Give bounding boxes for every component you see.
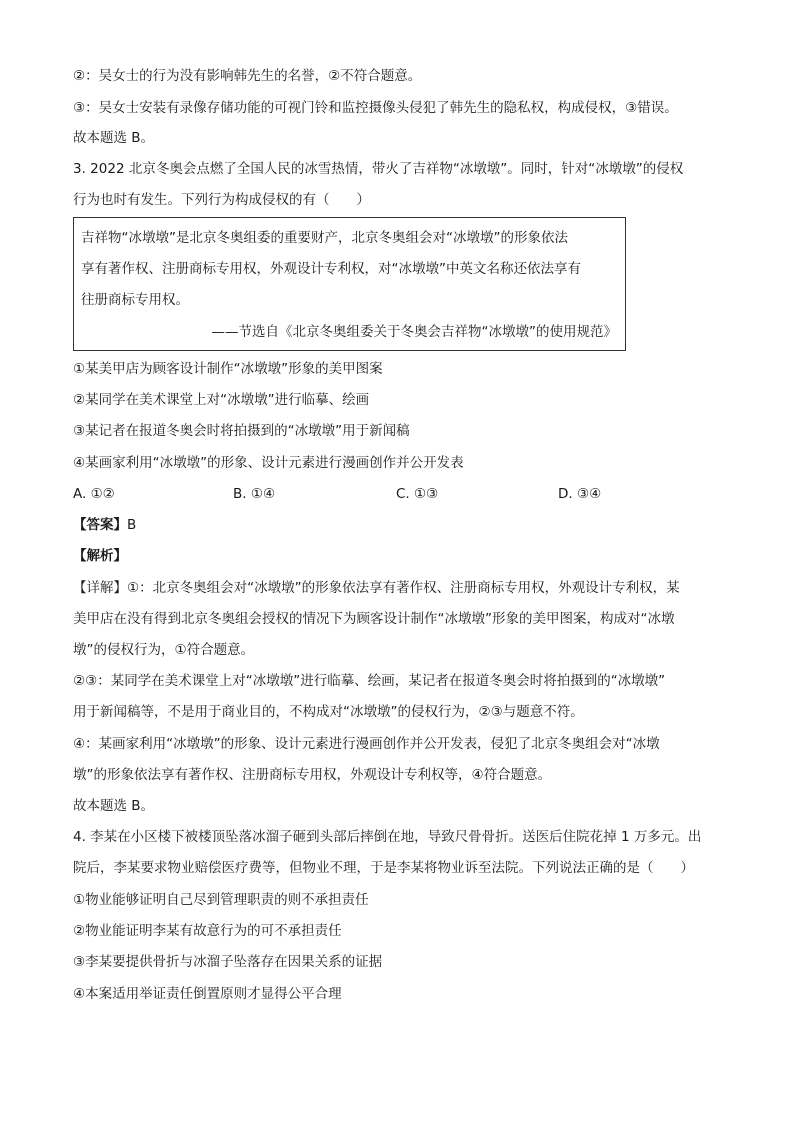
option-b: B. ①④ [233, 486, 276, 502]
quote-text: 吉祥物“冰墩墩”是北京冬奥组委的重要财产，北京冬奥组会对“冰墩墩”的形象依法 [81, 230, 568, 246]
quote-text: 享有著作权、注册商标专用权，外观设计专利权，对“冰墩墩”中英文名称还依法享有 [81, 261, 581, 277]
detail-text: 墩”的形象依法享有著作权、注册商标专用权，外观设计专利权等，④符合题意。 [73, 767, 552, 783]
quote-text: 往册商标专用权。 [81, 292, 189, 308]
answer-value: B [127, 517, 137, 533]
question-item: ②物业能证明李某有故意行为的可不承担责任 [73, 923, 342, 939]
question-item: ②某同学在美术课堂上对“冰墩墩”进行临摹、绘画 [73, 392, 370, 408]
detail-text: 【详解】①：北京冬奥组会对“冰墩墩”的形象依法享有著作权、注册商标专用权，外观设计专利权，某 [73, 580, 680, 596]
text-line: 故本题选 B。 [73, 130, 155, 146]
detail-text: ②③：某同学在美术课堂上对“冰墩墩”进行临摹、绘画，某记者在报道冬奥会时将拍摄到的“冰墩墩” [73, 673, 666, 689]
quote-source: ——节选自《北京冬奥组委关于冬奥会吉祥物“冰墩墩”的使用规范》 [211, 324, 617, 340]
option-c: C. ①③ [396, 486, 439, 502]
option-a: A. ①② [73, 486, 115, 502]
question-4-stem: 院后，李某要求物业赔偿医疗费等，但物业不理，于是李某将物业诉至法院。下列说法正确的是（ ） [73, 860, 694, 876]
question-item: ③某记者在报道冬奥会时将拍摄到的“冰墩墩”用于新闻稿 [73, 423, 410, 439]
question-item: ④某画家利用“冰墩墩”的形象、设计元素进行漫画创作并公开发表 [73, 455, 464, 471]
detail-text: 美甲店在没有得到北京冬奥组会授权的情况下为顾客设计制作“冰墩墩”形象的美甲图案，构成对“冰墩 [73, 611, 675, 627]
detail-text: 墩”的侵权行为，①符合题意。 [73, 642, 255, 658]
question-3-stem: 行为也时有发生。下列行为构成侵权的有（ ） [73, 192, 370, 208]
question-item: ①某美甲店为顾客设计制作“冰墩墩”形象的美甲图案 [73, 361, 383, 377]
answer-line [73, 515, 136, 535]
text-line: ③：吴女士安装有录像存储功能的可视门铃和监控摄像头侵犯了韩先生的隐私权，构成侵权，③错误。 [73, 100, 678, 116]
option-d: D. ③④ [558, 486, 602, 502]
question-item: ①物业能够证明自己尽到管理职责的则不承担责任 [73, 892, 369, 908]
question-4-stem: 4. 李某在小区楼下被楼顶坠落冰溜子砸到头部后摔倒在地，导致尺骨骨折。送医后住院花掉 1 万多元。出 [73, 829, 702, 845]
detail-text: 用于新闻稿等，不是用于商业目的，不构成对“冰墩墩”的侵权行为，②③与题意不符。 [73, 704, 584, 720]
question-item: ④本案适用举证责任倒置原则才显得公平合理 [73, 986, 342, 1002]
conclusion-text: 故本题选 B。 [73, 798, 155, 814]
question-3-stem: 3. 2022 北京冬奥会点燃了全国人民的冰雪热情，带火了吉祥物“冰墩墩”。同时，针对“冰墩墩”的侵权 [73, 161, 684, 177]
analysis-tag: 【解析】 [73, 548, 127, 564]
detail-text: ④：某画家利用“冰墩墩”的形象、设计元素进行漫画创作并公开发表，侵犯了北京冬奥组会对“冰墩 [73, 736, 660, 752]
quote-box [73, 217, 626, 351]
question-item: ③李某要提供骨折与冰溜子坠落存在因果关系的证据 [73, 954, 383, 970]
answer-tag: 【答案】 [73, 517, 127, 533]
text-line: ②：吴女士的行为没有影响韩先生的名誉，②不符合题意。 [73, 68, 422, 84]
